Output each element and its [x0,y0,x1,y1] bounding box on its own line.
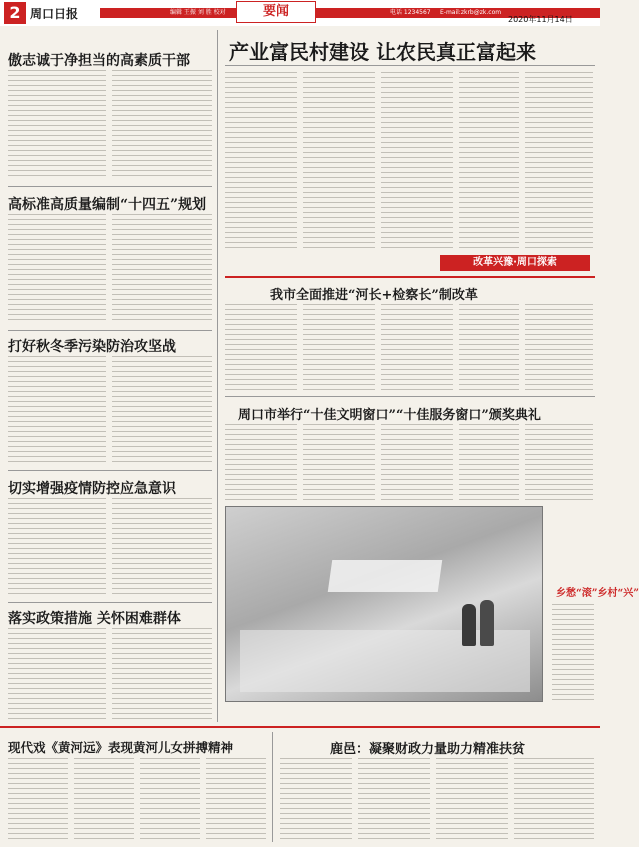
article-8-body [459,424,519,500]
lead-story-body [459,72,519,252]
article-2-body [8,214,106,324]
lead-story-body [381,72,453,252]
headline-1: 傲志诚于净担当的高素质干部 [8,53,190,69]
article-4-body [112,498,212,596]
article-5-body [112,628,212,722]
issue-date: 2020年11月14日 [508,15,573,24]
column-divider [272,732,273,842]
divider [8,186,212,187]
article-9-body [436,758,508,842]
headline-5: 落实政策措施 关怀困难群体 [8,611,181,627]
divider [8,470,212,471]
section-rule [225,276,595,278]
editor-credit: 编辑 王振 刘 胜 校对 [170,9,226,16]
headline-8: 周口市举行“十佳文明窗口”“十佳服务窗口”颁奖典礼 [238,408,541,423]
headline-9: 鹿邑：凝聚财政力量助力精准扶贫 [330,742,526,757]
article-7-body [225,304,297,390]
lead-headline: 产业富民村建设 让农民真正富起来 [229,40,536,64]
lead-story-header [225,32,595,66]
headline-7: 我市全面推进“河长+检察长”制改革 [270,288,478,303]
article-7-body [525,304,593,390]
article-6-body [140,758,200,842]
section-title: 要闻 [236,1,316,23]
article-8-body [303,424,375,500]
page-header [0,0,600,26]
bottom-rule [0,726,600,728]
headline-4: 切实增强疫情防控应急意识 [8,481,176,497]
column-tag: 改革兴豫·周口探索 [440,255,590,271]
article-2-body [112,214,212,324]
headline-6: 现代戏《黄河远》表现黄河儿女拼搏精神 [8,740,234,755]
headline-3: 打好秋冬季污染防治攻坚战 [8,339,176,355]
article-8-body [225,424,297,500]
sidebar-title: 乡愁“滚”乡村“兴” [556,588,639,599]
divider [8,602,212,603]
article-8-body [381,424,453,500]
article-6-body [74,758,134,842]
person-silhouette [480,600,494,646]
lead-story-body [303,72,375,252]
article-9-body [358,758,430,842]
lead-story-body [225,72,297,252]
article-9-body [514,758,594,842]
person-silhouette [462,604,476,646]
article-5-body [8,628,106,722]
article-7-body [303,304,375,390]
article-1-body [112,70,212,180]
photo-caption [552,604,594,702]
article-3-body [112,356,212,464]
header-phone: 电话 1234567 [390,9,431,16]
article-6-body [8,758,68,842]
header-email: E-mail:zkrb@zk.com [440,9,502,16]
paper-name: 周口日报 [30,7,79,21]
page-number: 2 [4,2,26,24]
article-9-body [280,758,352,842]
article-8-body [525,424,593,500]
column-divider [217,30,218,722]
article-7-body [381,304,453,390]
article-4-body [8,498,106,596]
photo-sign [328,560,442,592]
article-7-body [459,304,519,390]
lead-story-body [525,72,593,252]
article-1-body [8,70,106,180]
article-6-body [206,758,266,842]
headline-2: 高标准高质量编制“十四五”规划 [8,197,207,213]
divider [225,396,595,397]
divider [8,330,212,331]
article-3-body [8,356,106,464]
